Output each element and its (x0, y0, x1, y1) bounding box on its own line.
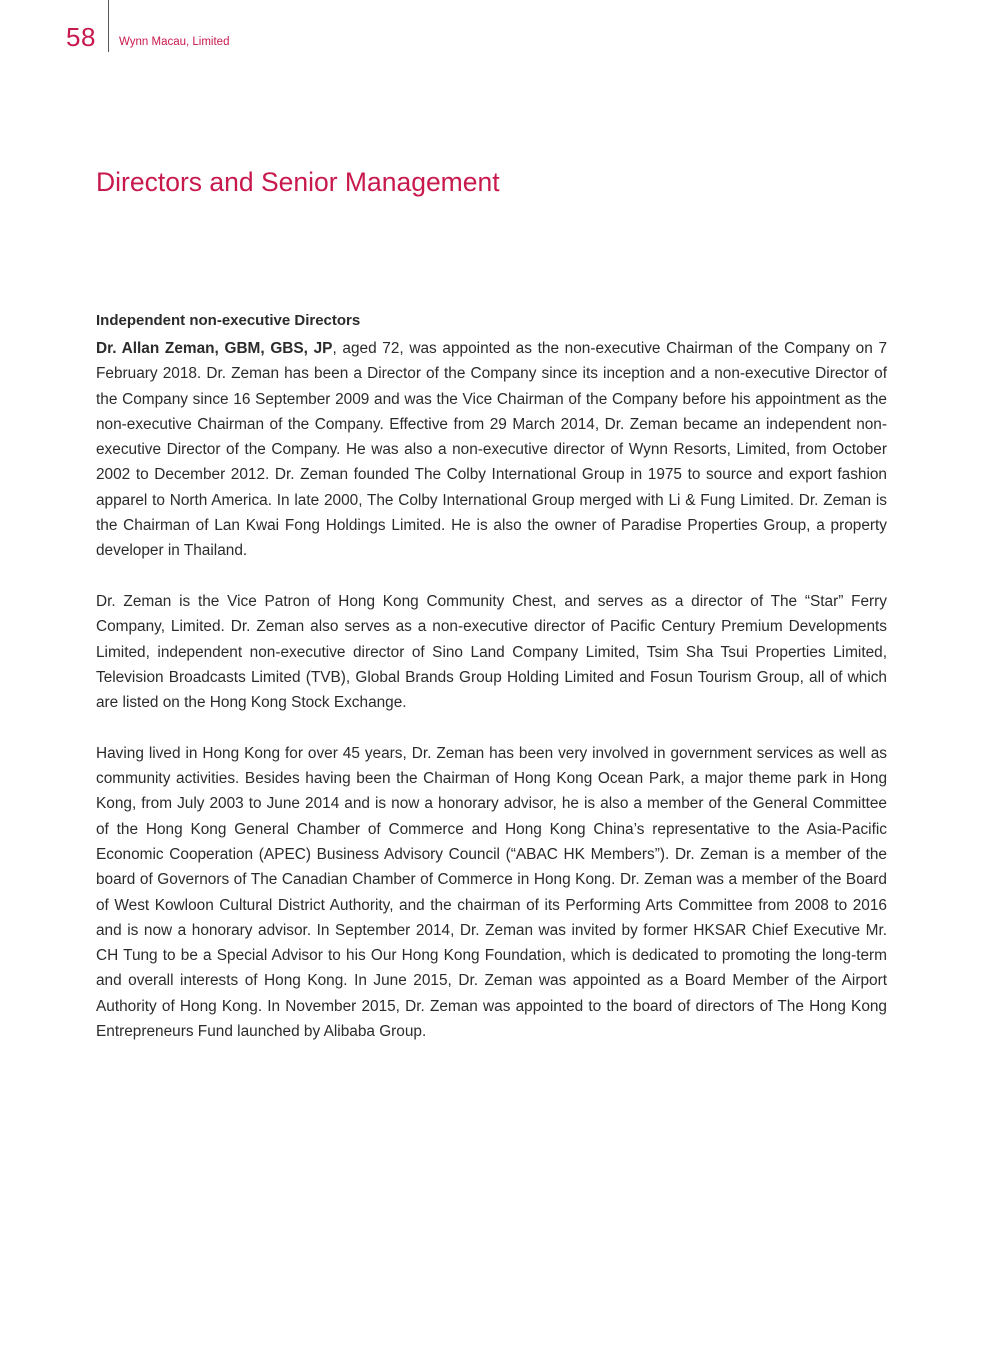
paragraph-1 (96, 336, 887, 564)
section-heading: Independent non-executive Directors (96, 312, 361, 329)
paragraph-2: Dr. Zeman is the Vice Patron of Hong Kong Community Chest, and serves as a director of The “Star” Ferry Company, Limited. Dr. Zeman also serves as a non-executive director of Pacific Century Premium Developments Limited, independent non-executive director of Sino Land Company Limited, Tsim Sha Tsui Properties Limited, Television Broadcasts Limited (TVB), Global Brands Group Holding Limited and Fosun Tourism Group, all of which are listed on the Hong Kong Stock Exchange. (96, 592, 887, 712)
paragraph-1-text: , aged 72, was appointed as the non-executive Chairman of the Company on 7 February 2018. Dr. Zeman has been a Director of the Company since its inception and a non-executive Director of the Company since 16 September 2009 and was the Vice Chairman of the Company before his appointment as the non-executive Chairman of the Company. Effective from 29 March 2014, Dr. Zeman became an independent non-executive Director of the Company. He was also a non-executive director of Wynn Resorts, Limited, from October 2002 to December 2012. Dr. Zeman founded The Colby International Group in 1975 to source and export fashion apparel to North America. In late 2000, The Colby International Group merged with Li & Fung Limited. Dr. Zeman is the Chairman of Lan Kwai Fong Holdings Limited. He is also the owner of Paradise Properties Group, a property developer in Thailand. (96, 340, 888, 560)
paragraph-3: Having lived in Hong Kong for over 45 years, Dr. Zeman has been very involved in government services as well as community activities. Besides having been the Chairman of Hong Kong Ocean Park, a major theme park in Hong Kong, from July 2003 to June 2014 and is now a honorary advisor, he is also a member of the General Committee of the Hong Kong General Chamber of Commerce and Hong Kong China’s representative to the Asia-Pacific Economic Cooperation (APEC) Business Advisory Council (“ABAC HK Members”). Dr. Zeman is a member of the board of Governors of The Canadian Chamber of Commerce in Hong Kong. Dr. Zeman was a member of the Board of West Kowloon Cultural District Authority, and the chairman of its Performing Arts Committee from 2008 to 2016 and is now a honorary advisor. In September 2014, Dr. Zeman was invited by former HKSAR Chief Executive Mr. CH Tung to be a Special Advisor to his Our Hong Kong Foundation, which is dedicated to promoting the long-term and overall interests of Hong Kong. In June 2015, Dr. Zeman was appointed as a Board Member of the Airport Authority of Hong Kong. In November 2015, Dr. Zeman was appointed to the board of directors of The Hong Kong Entrepreneurs Fund launched by Alibaba Group. (96, 744, 887, 1041)
page-title: Directors and Senior Management (96, 167, 500, 197)
main-content (96, 310, 887, 1070)
director-name: Dr. Allan Zeman, GBM, GBS, JP (96, 340, 333, 357)
header-divider (108, 0, 109, 52)
page-header (0, 0, 1006, 60)
page-number: 58 (66, 22, 96, 52)
company-name: Wynn Macau, Limited (119, 36, 230, 48)
